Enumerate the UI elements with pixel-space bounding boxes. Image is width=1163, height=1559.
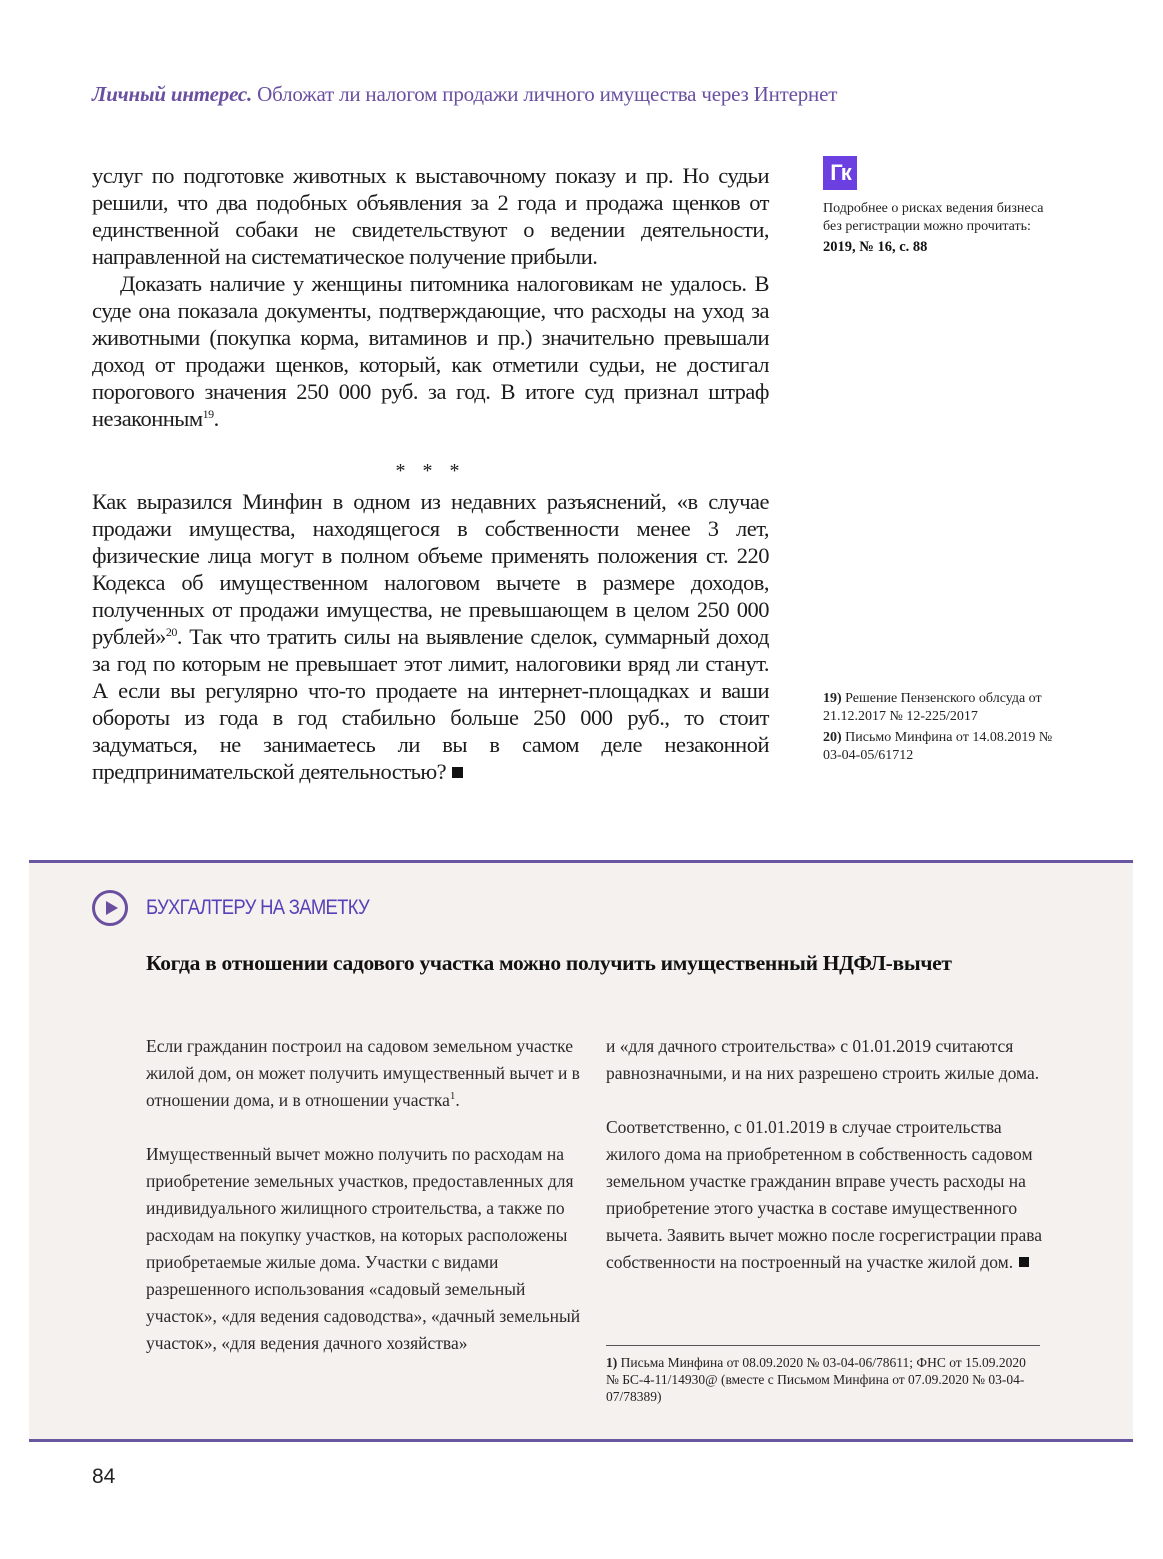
article-body bbox=[92, 162, 769, 785]
note-paragraph: Имущественный вычет можно получить по расходам на приобретение земельных участков, предоставленных для индивидуального жилищного строительства, а также по расходам на покупку участков, на которых расположены приобретаемые жилые дома. Участки с видами разрешенного использования «садовый земельный участок», «для ведения садоводства», «дачный земельный участок», «для ведения дачного хозяйства» bbox=[146, 1144, 581, 1353]
note-paragraph bbox=[606, 1114, 1046, 1276]
paragraph-text: . Так что тратить силы на выявление сделок, суммарный доход за год по которым не превышает этот лимит, налоговики вряд ли станут. А если вы регулярно что-то продаете на интернет-площадках и ваши обороты из года в год стабильно больше 250 000 руб., то стоит задуматься, не занимаетесь ли вы в самом деле незаконной предпринимательской деятельностью? bbox=[92, 624, 769, 784]
note-column-left bbox=[146, 1033, 586, 1384]
article-paragraph bbox=[92, 488, 769, 785]
sidebar-reference bbox=[823, 156, 1053, 256]
note-header bbox=[92, 890, 399, 926]
footnote-ref[interactable]: 20 bbox=[165, 625, 177, 639]
gk-logo-icon: Гк bbox=[823, 156, 857, 190]
running-head bbox=[92, 82, 837, 107]
page-number: 84 bbox=[92, 1465, 116, 1488]
paragraph-text: Доказать наличие у женщины питомника налоговикам не удалось. В суде она показала документы, подтверждающие, что расходы на уход за животными (покупка корма, витаминов и пр.) значительно превышали доход от продажи щенков, который, как отметили судьи, не достигал порогового значения 250 000 руб. за год. В итоге суд признал штраф незаконным bbox=[92, 271, 769, 431]
note-footnote bbox=[606, 1345, 1040, 1405]
section-separator: * * * bbox=[395, 460, 466, 482]
footnote-text: Письмо Минфина от 14.08.2019 № 03-04-05/61712 bbox=[823, 730, 1053, 763]
footnote-number: 19) bbox=[823, 691, 842, 706]
article-paragraph bbox=[92, 162, 769, 270]
note-label: БУХГАЛТЕРУ НА ЗАМЕТКУ bbox=[146, 896, 370, 919]
note-title: Когда в отношении садового участка можно получить имущественный НДФЛ-вычет bbox=[146, 951, 952, 975]
footnote-text: Письма Минфина от 08.09.2020 № 03-04-06/78611; ФНС от 15.09.2020 № БС-4-11/14930@ (вместе с Письмом Минфина от 07.09.2020 № 03-04-07/78389) bbox=[606, 1355, 1026, 1404]
note-column-right bbox=[606, 1033, 1046, 1303]
footnote-number: 1) bbox=[606, 1355, 618, 1370]
paragraph-text: услуг по подготовке животных к выставочному показу и пр. Но судьи решили, что два подобных объявления за 2 года и продажа щенков от единственной собаки не свидетельствуют о ведении деятельности, направленной на систематическое получение прибыли. bbox=[92, 163, 769, 269]
running-head-title: Обложат ли налогом продажи личного имущества через Интернет bbox=[257, 82, 838, 106]
footnotes bbox=[823, 690, 1063, 768]
paragraph-text: Если гражданин построил на садовом земельном участке жилой дом, он может получить имущественный вычет и в отношении дома, и в отношении участка bbox=[146, 1036, 580, 1110]
footnote-text: Решение Пензенского облсуда от 21.12.2017 № 12-225/2017 bbox=[823, 691, 1042, 724]
accountant-note-box bbox=[29, 860, 1133, 1442]
end-of-note-mark-icon bbox=[1019, 1257, 1029, 1267]
reference-text: Подробнее о рисках ведения бизнеса без регистрации можно прочитать: bbox=[823, 201, 1044, 234]
end-of-article-mark-icon bbox=[452, 767, 463, 778]
footnote-ref[interactable]: 19 bbox=[202, 407, 214, 421]
reference-issue[interactable]: 2019, № 16, с. 88 bbox=[823, 239, 928, 255]
footnote-number: 20) bbox=[823, 730, 842, 745]
note-paragraph bbox=[146, 1033, 586, 1114]
note-paragraph: и «для дачного строительства» с 01.01.2019 считаются равнозначными, и на них разрешено строить жилые дома. bbox=[606, 1036, 1040, 1083]
footnote-item bbox=[823, 729, 1063, 764]
paragraph-text: Соответственно, с 01.01.2019 в случае строительства жилого дома на приобретенном в собственность садовом земельном участке гражданин вправе учесть расходы на приобретение этого участка в составе имущественного вычета. Заявить вычет можно после госрегистрации права собственности на построенный на участке жилой дом. bbox=[606, 1117, 1043, 1272]
footnote-item bbox=[823, 690, 1063, 725]
paragraph-tail: . bbox=[455, 1090, 460, 1110]
article-paragraph bbox=[92, 270, 769, 432]
running-head-section: Личный интерес. bbox=[92, 82, 253, 106]
play-circle-icon bbox=[92, 890, 128, 926]
footnote-ref[interactable]: 1 bbox=[449, 1090, 456, 1102]
paragraph-text: Как выразился Минфин в одном из недавних разъяснений, «в случае продажи имущества, находящегося в собственности менее 3 лет, физические лица могут в полном объеме применять положения ст. 220 Кодекса об имущественном налоговом вычете в размере доходов, полученных от продажи имущества, не превышающем в целом 250 000 рублей» bbox=[92, 489, 769, 649]
paragraph-tail: . bbox=[213, 406, 219, 431]
